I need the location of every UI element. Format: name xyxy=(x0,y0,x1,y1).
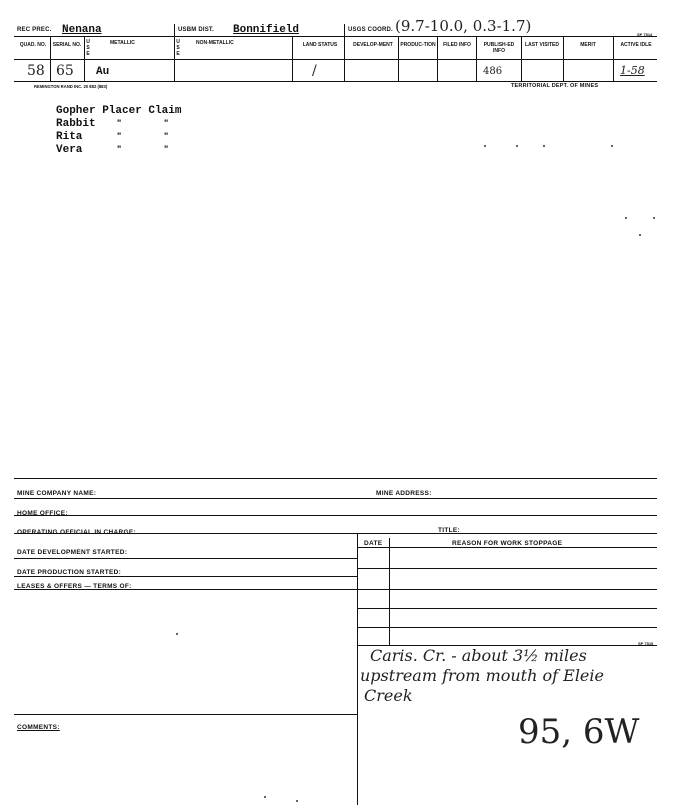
form-number-top: SP 7514 xyxy=(637,32,653,37)
title-label: TITLE: xyxy=(438,527,461,534)
ditto-mark: " xyxy=(164,118,169,128)
development-label: DEVELOP-MENT xyxy=(353,42,393,48)
rec-prec-value: Nenana xyxy=(62,24,102,36)
land-status-value: / xyxy=(312,63,317,79)
usbm-dist-label: USBM DIST. xyxy=(178,27,215,33)
mine-address-label: MINE ADDRESS: xyxy=(376,490,432,497)
date-column-label: DATE xyxy=(364,540,383,547)
quad-no-label: QUAD. NO. xyxy=(19,42,47,48)
printer-line: REMINGTON RAND INC. 20 882 (883) xyxy=(34,84,108,89)
operating-official-label: OPERATING OFFICIAL IN CHARGE: xyxy=(17,529,136,536)
form-number-bottom: SP 7515 xyxy=(638,641,654,646)
ditto-mark: " xyxy=(164,144,169,154)
claim-item: Vera xyxy=(56,144,83,156)
active-idle-label: ACTIVE IDLE xyxy=(620,42,652,48)
handwritten-note-line-3: Creek xyxy=(364,686,413,705)
handwritten-note-line-2: upstream from mouth of Eleie xyxy=(360,666,604,685)
use-metallic-label: U S E xyxy=(86,39,90,57)
claim-item: Rita xyxy=(56,131,83,143)
usgs-coord-value: (9.7-10.0, 0.3-1.7) xyxy=(395,17,532,35)
handwritten-note-line-1: Caris. Cr. - about 3½ miles xyxy=(370,646,587,665)
metallic-label: METALLIC xyxy=(110,40,135,46)
ditto-mark: " xyxy=(164,131,169,141)
merit-label: MERIT xyxy=(580,42,596,48)
active-idle-value: 1-58 xyxy=(620,64,645,77)
serial-no-label: SERIAL NO. xyxy=(52,42,82,48)
handwritten-code: 95, 6W xyxy=(518,712,640,752)
use-nonmetallic-label: U S E xyxy=(176,39,180,57)
quad-no-value: 58 xyxy=(27,63,45,79)
claim-item: Gopher Placer Claim xyxy=(56,105,182,117)
reason-column-label: REASON FOR WORK STOPPAGE xyxy=(452,540,563,547)
mine-company-name-label: MINE COMPANY NAME: xyxy=(17,490,97,497)
published-info-value: 486 xyxy=(483,66,503,77)
home-office-label: HOME OFFICE: xyxy=(17,510,68,517)
rec-prec-label: REC PREC. xyxy=(17,27,52,33)
department-name: TERRITORIAL DEPT. OF MINES xyxy=(511,83,599,89)
serial-no-value: 65 xyxy=(56,63,74,79)
ditto-mark: " xyxy=(117,118,122,128)
comments-label: COMMENTS: xyxy=(17,724,60,731)
claim-item: Rabbit xyxy=(56,118,96,130)
date-production-started-label: DATE PRODUCTION STARTED: xyxy=(17,569,122,576)
ditto-mark: " xyxy=(117,131,122,141)
usgs-coord-label: USGS COORD. xyxy=(348,27,393,33)
production-label: PRODUC-TION xyxy=(400,42,436,48)
last-visited-label: LAST VISITED xyxy=(525,42,559,48)
published-info-label: PUBLISH-ED INFO xyxy=(483,42,515,54)
date-development-started-label: DATE DEVELOPMENT STARTED: xyxy=(17,549,128,556)
metallic-value: Au xyxy=(96,66,110,78)
land-status-label: LAND STATUS xyxy=(302,42,338,48)
non-metallic-label: NON-METALLIC xyxy=(196,40,234,46)
ditto-mark: " xyxy=(117,144,122,154)
leases-offers-label: LEASES & OFFERS — TERMS OF: xyxy=(17,583,132,590)
filed-info-label: FILED INFO xyxy=(443,42,471,48)
usbm-dist-value: Bonnifield xyxy=(233,24,300,36)
